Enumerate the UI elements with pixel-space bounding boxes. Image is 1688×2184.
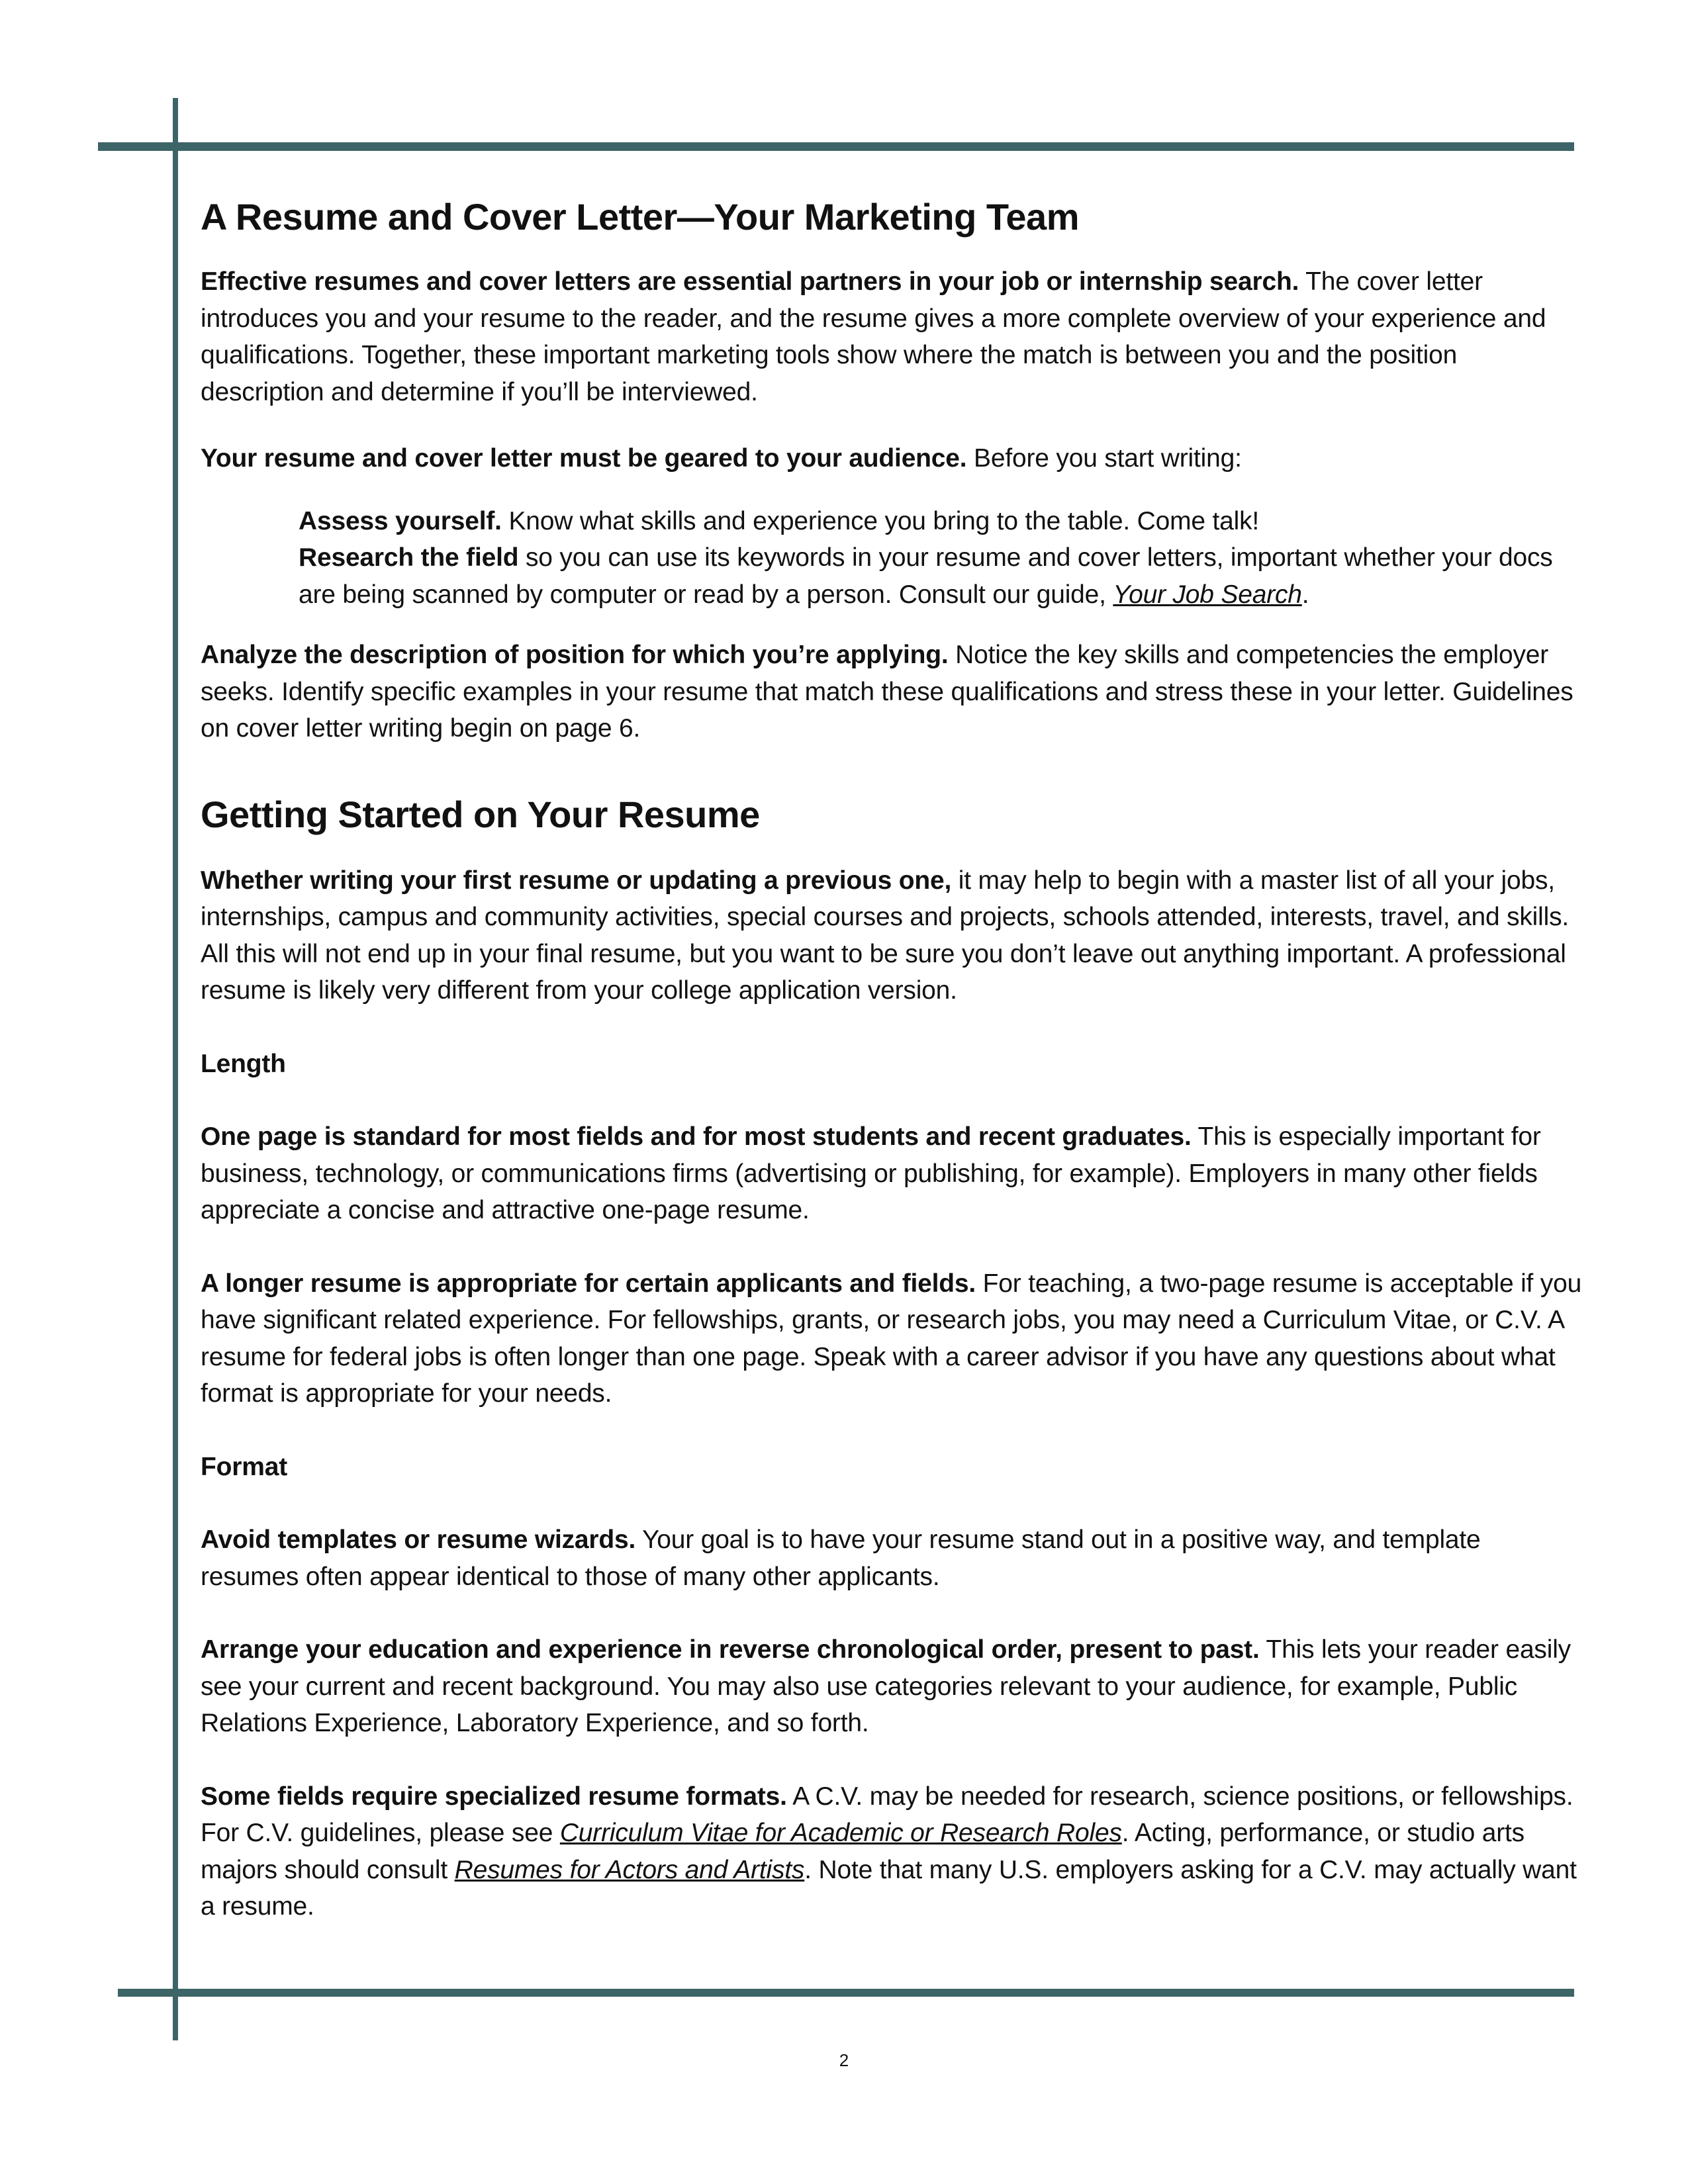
subheading-length: Length [201, 1049, 286, 1078]
paragraph-avoid-templates [201, 1522, 1584, 1595]
lead-bold: Avoid templates or resume wizards. [201, 1525, 636, 1554]
top-rule [98, 142, 1574, 151]
body-text: so you can use its keywords in your resume and cover letters, important whether your docs are being scanned by computer or read by a person. Consult our guide, [299, 543, 1553, 609]
bottom-rule [118, 1989, 1574, 1997]
body-text: Before you start writing: [966, 444, 1242, 473]
body-text: Notice the key skills and competencies the employer seeks. Identify specific examples in your resume that match these qualifications and stress these in your letter. Guidelines on cover letter writing begin on page 6. [201, 641, 1573, 743]
paragraph-master-list [201, 862, 1584, 1009]
paragraph-assess-yourself [299, 503, 1584, 540]
lead-bold: Effective resumes and cover letters are essential partners in your job or internship search. [201, 267, 1299, 296]
link-resumes-actors-artists[interactable]: Resumes for Actors and Artists [454, 1855, 805, 1884]
lead-bold: Whether writing your first resume or updating a previous one, [201, 866, 952, 895]
lead-bold: Your resume and cover letter must be geared to your audience. [201, 444, 967, 473]
lead-bold: Arrange your education and experience in reverse chronological order, present to past. [201, 1635, 1260, 1664]
lead-bold: Some fields require specialized resume formats. [201, 1782, 787, 1811]
paragraph-audience [201, 440, 1584, 477]
body-text: For teaching, a two-page resume is acceptable if you have significant related experience. For fellowships, grants, or research jobs, you may need a Curriculum Vitae, or C.V. A resume for federal jobs is often longer than one page. Speak with a career advisor if you have any questions about what format is appropriate for your needs. [201, 1269, 1582, 1408]
link-curriculum-vitae[interactable]: Curriculum Vitae for Academic or Research Roles [559, 1819, 1122, 1847]
lead-bold: A longer resume is appropriate for certain applicants and fields. [201, 1269, 976, 1298]
paragraph-longer-resume [201, 1265, 1584, 1412]
body-text: it may help to begin with a master list of all your jobs, internships, campus and community activities, special courses and projects, schools attended, interests, travel, and skills. All this will not end up in your final resume, but you want to be sure you don’t leave out anything important. A professional resume is likely very different from your college application version. [201, 866, 1570, 1005]
body-text: This lets your reader easily see your current and recent background. You may also use categories relevant to your audience, for example, Public Relations Experience, Laboratory Experience, and so forth. [201, 1635, 1571, 1737]
section-title-marketing-team: A Resume and Cover Letter—Your Marketing Team [201, 196, 1079, 238]
body-text: This is especially important for business, technology, or communications firms (advertising or publishing, for example). Employers in many other fields appreciate a concise and attractive one-page resume. [201, 1122, 1541, 1224]
body-text: Your goal is to have your resume stand out in a positive way, and template resumes often appear identical to those of many other applicants. [201, 1525, 1481, 1591]
lead-bold: Analyze the description of position for which you’re applying. [201, 641, 949, 669]
left-rule [173, 98, 178, 2040]
section-title-getting-started: Getting Started on Your Resume [201, 793, 760, 835]
body-text: . Note that many U.S. employers asking for a C.V. may actually want a resume. [201, 1855, 1577, 1921]
body-text: A C.V. may be needed for research, science positions, or fellowships. For C.V. guidelines, please see [201, 1782, 1573, 1847]
subheading-format: Format [201, 1452, 287, 1481]
lead-bold: Research the field [299, 543, 519, 572]
page-content [201, 192, 1584, 1925]
body-text: . Acting, performance, or studio arts majors should consult [201, 1819, 1524, 1884]
paragraph-analyze-description [201, 637, 1584, 747]
body-text: The cover letter introduces you and your resume to the reader, and the resume gives a more complete overview of your experience and qualifications. Together, these important marketing tools show where the match is between you and the position description and determine if you’ll be interviewed. [201, 267, 1546, 406]
page-number: 2 [839, 2050, 849, 2070]
lead-bold: Assess yourself. [299, 506, 502, 535]
body-text: . [1301, 580, 1309, 609]
body-text: Know what skills and experience you bring to the table. Come talk! [501, 506, 1260, 535]
lead-bold: One page is standard for most fields and for most students and recent graduates. [201, 1122, 1192, 1151]
paragraph-effective-resumes [201, 263, 1584, 410]
link-your-job-search[interactable]: Your Job Search [1113, 580, 1302, 609]
paragraph-specialized-formats [201, 1778, 1584, 1925]
paragraph-arrange-education [201, 1631, 1584, 1742]
paragraph-one-page [201, 1118, 1584, 1229]
paragraph-research-field [299, 539, 1584, 613]
